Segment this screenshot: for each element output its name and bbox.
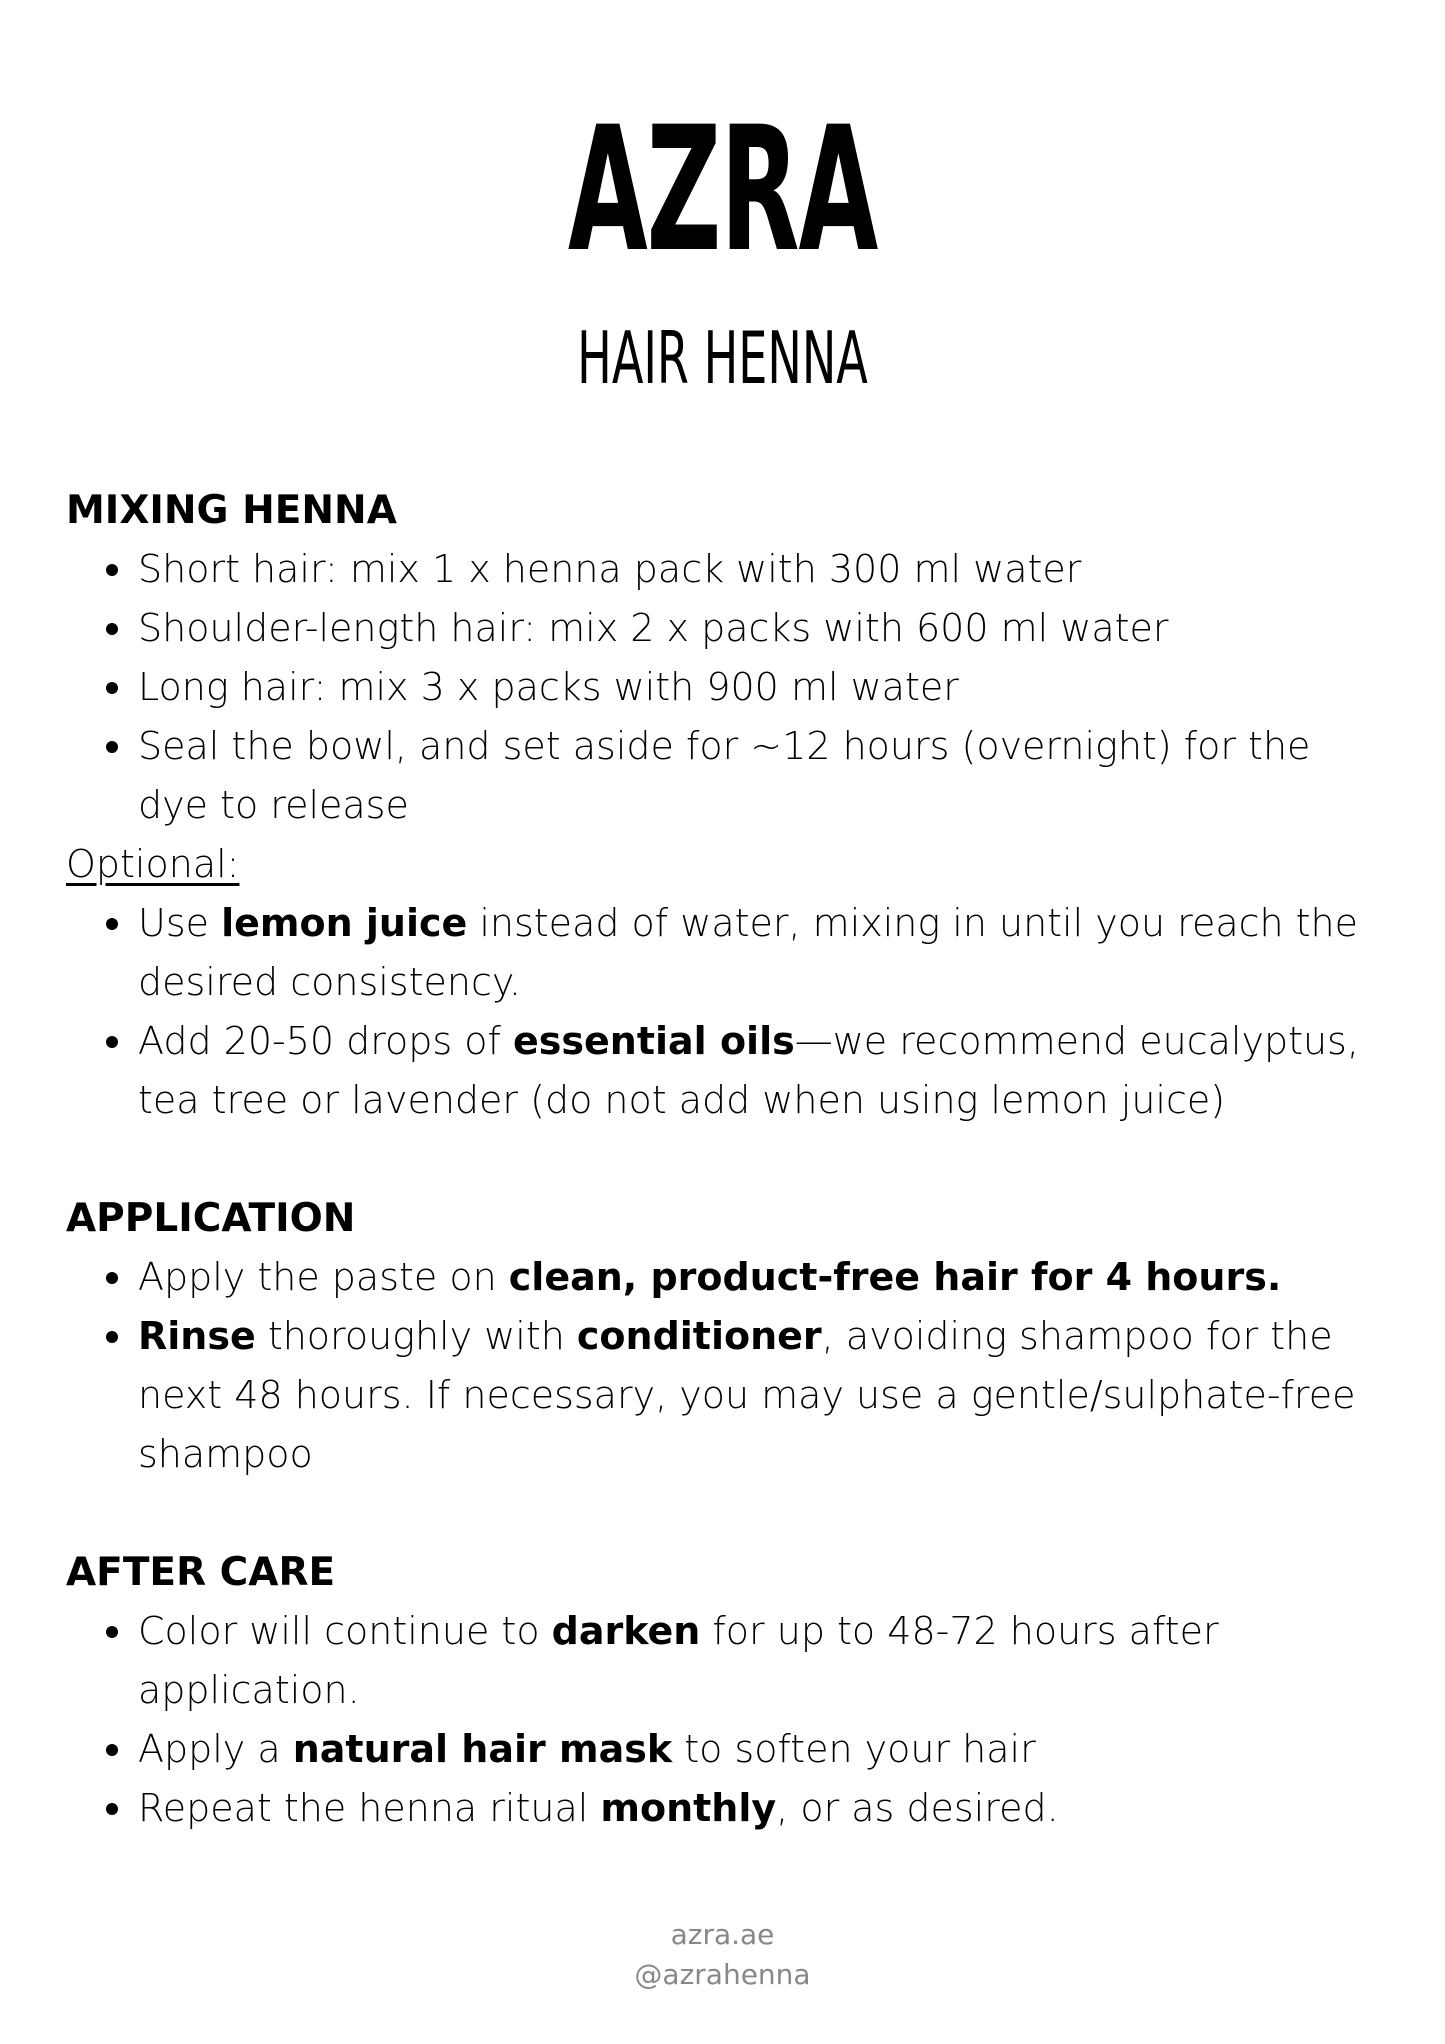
optional-label: Optional: xyxy=(66,842,240,886)
brand-subtitle: HAIR HENNA xyxy=(577,316,868,400)
list-item xyxy=(138,1602,1386,1720)
text: Color will continue to xyxy=(138,1609,552,1653)
text: Add 20-50 drops of xyxy=(138,1019,514,1063)
optional-list xyxy=(66,894,1386,1130)
list-item: Long hair: mix 3 x packs with 900 ml water xyxy=(138,658,1386,717)
list-item xyxy=(138,894,1386,1012)
text: Apply a xyxy=(138,1727,293,1771)
emphasis: lemon juice xyxy=(221,901,468,945)
list-item: Short hair: mix 1 x henna pack with 300 ml water xyxy=(138,540,1386,599)
spacer xyxy=(66,1130,1386,1189)
list-item xyxy=(138,1012,1386,1130)
emphasis: darken xyxy=(551,1609,701,1653)
section-title-aftercare: AFTER CARE xyxy=(66,1550,336,1595)
text: , or as desired. xyxy=(776,1786,1059,1830)
emphasis: natural hair mask xyxy=(292,1727,673,1771)
list-item xyxy=(138,1779,1386,1838)
list-item xyxy=(138,1720,1386,1779)
list-item: Seal the bowl, and set aside for ~12 hours (overnight) for the dye to release xyxy=(138,717,1386,835)
section-title-application: APPLICATION xyxy=(66,1196,356,1241)
text: —we recommend eucalyptus, tea tree or lavender (do not add when using lemon juice) xyxy=(138,1019,1359,1122)
text: thoroughly with xyxy=(255,1314,577,1358)
spacer xyxy=(66,1484,1386,1543)
section-title-mixing: MIXING HENNA xyxy=(66,488,397,533)
application-list xyxy=(66,1248,1386,1484)
list-item: Shoulder-length hair: mix 2 x packs with 600 ml water xyxy=(138,599,1386,658)
aftercare-list xyxy=(66,1602,1386,1838)
text: Apply the paste on xyxy=(138,1255,509,1299)
text: to soften your hair xyxy=(672,1727,1036,1771)
text: Use xyxy=(138,901,222,945)
emphasis: essential oils xyxy=(513,1019,795,1063)
text: , avoiding shampoo for the next 48 hours. If necessary, you may use a gentle/sulphate-free shampoo xyxy=(138,1314,1356,1476)
instructions xyxy=(66,481,1386,1838)
text: for up to 48-72 hours after application. xyxy=(138,1609,1219,1712)
website-link[interactable]: azra.ae xyxy=(670,1918,775,1951)
mixing-list xyxy=(66,540,1386,835)
text: instead of water, mixing in until you reach the desired consistency. xyxy=(138,901,1359,1004)
brand-logo: AZRA xyxy=(567,89,878,290)
footer xyxy=(0,1915,1445,1995)
emphasis: clean, product-free hair for 4 hours. xyxy=(508,1255,1282,1299)
social-handle[interactable]: @azrahenna xyxy=(634,1958,811,1991)
list-item xyxy=(138,1248,1386,1307)
emphasis: conditioner xyxy=(576,1314,822,1358)
text: Repeat the henna ritual xyxy=(138,1786,601,1830)
list-item xyxy=(138,1307,1386,1484)
emphasis: monthly xyxy=(600,1786,777,1830)
emphasis: Rinse xyxy=(138,1314,256,1358)
